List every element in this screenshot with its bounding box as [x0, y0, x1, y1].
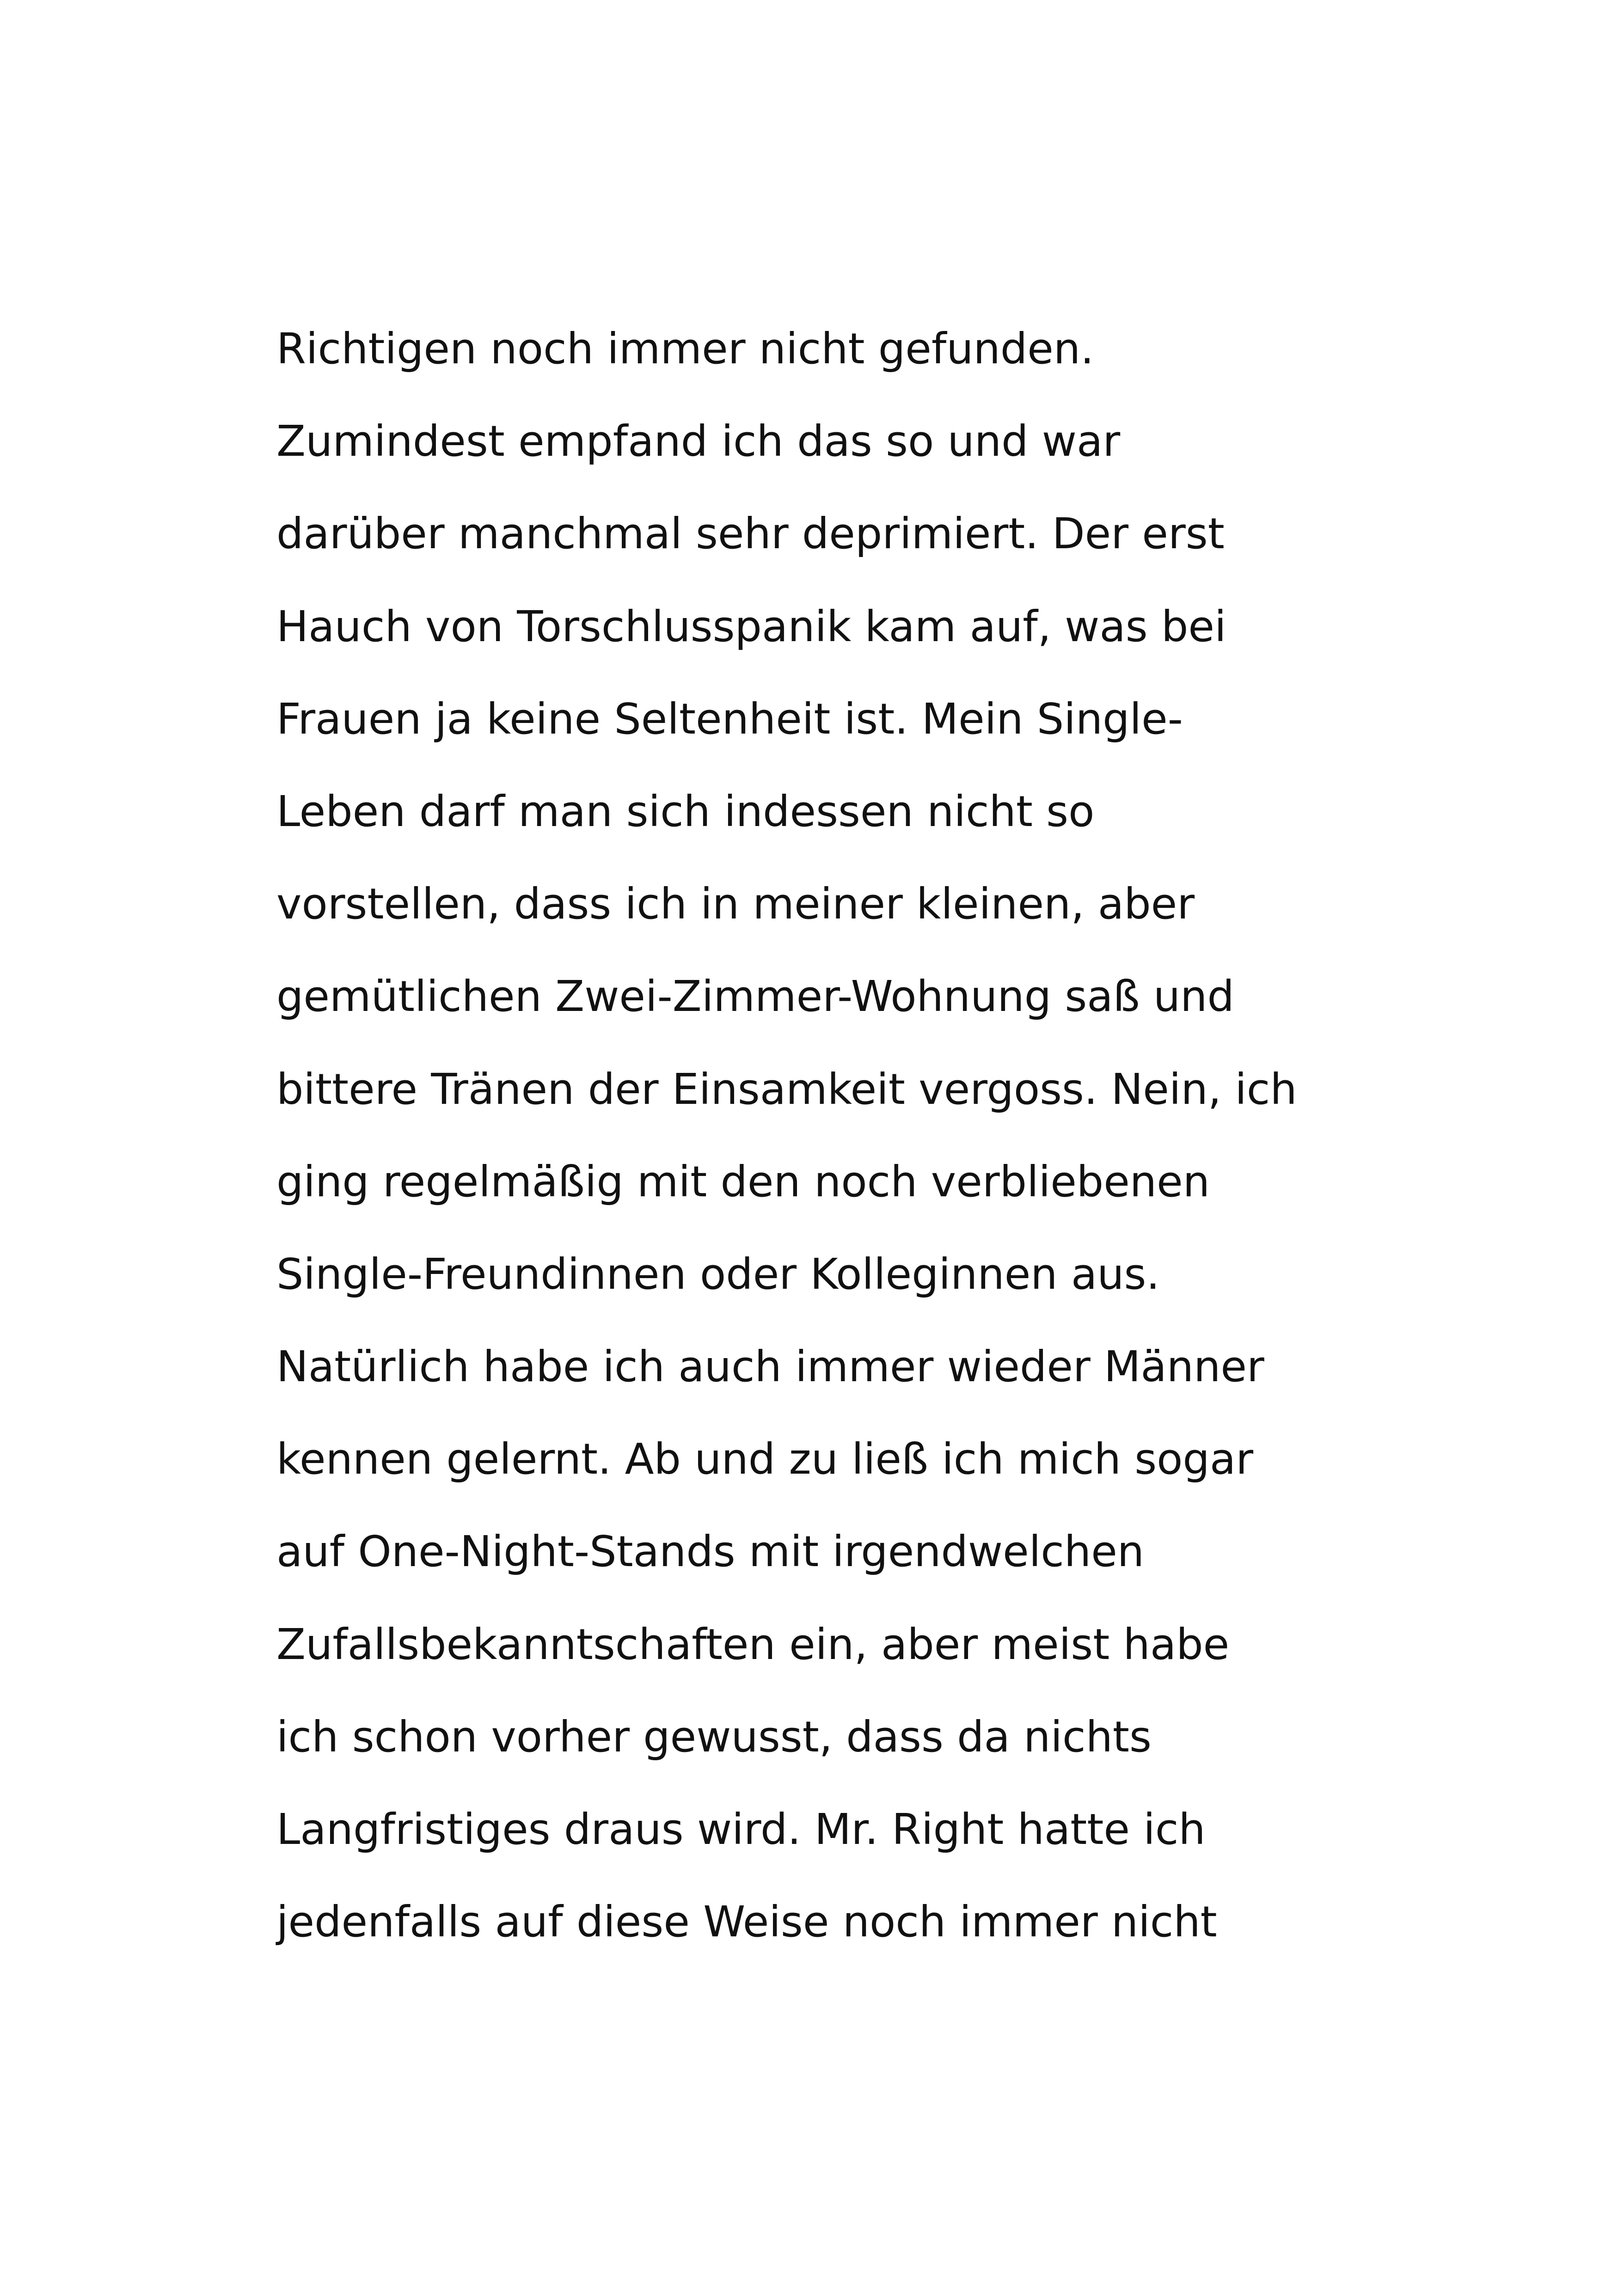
text-line: Single-Freundinnen oder Kolleginnen aus. — [276, 1249, 1160, 1299]
text-line: Richtigen noch immer nicht gefunden. — [276, 324, 1094, 373]
text-line: auf One-Night-Stands mit irgendwelchen — [276, 1527, 1145, 1577]
text-line: Frauen ja keine Seltenheit ist. Mein Single- — [276, 694, 1183, 744]
text-line: bittere Tränen der Einsamkeit vergoss. Nein, ich — [276, 1064, 1297, 1114]
text-line: Zufallsbekanntschaften ein, aber meist habe — [276, 1619, 1230, 1669]
text-line: kennen gelernt. Ab und zu ließ ich mich sogar — [276, 1434, 1254, 1484]
text-line: darüber manchmal sehr deprimiert. Der erst — [276, 509, 1225, 559]
text-line: jedenfalls auf diese Weise noch immer nicht — [276, 1897, 1217, 1947]
body-text — [276, 315, 1395, 1980]
text-line: Zumindest empfand ich das so und war — [276, 416, 1121, 466]
text-line: vorstellen, dass ich in meiner kleinen, aber — [276, 879, 1195, 929]
text-line: ich schon vorher gewusst, dass da nichts — [276, 1712, 1152, 1762]
text-line: Langfristiges draus wird. Mr. Right hatte ich — [276, 1805, 1206, 1854]
text-line: Leben darf man sich indessen nicht so — [276, 786, 1095, 836]
text-line: Natürlich habe ich auch immer wieder Männer — [276, 1342, 1264, 1392]
text-line: ging regelmäßig mit den noch verbliebenen — [276, 1157, 1210, 1206]
text-line: gemütlichen Zwei-Zimmer-Wohnung saß und — [276, 972, 1234, 1022]
text-line: Hauch von Torschlusspanik kam auf, was bei — [276, 601, 1226, 651]
